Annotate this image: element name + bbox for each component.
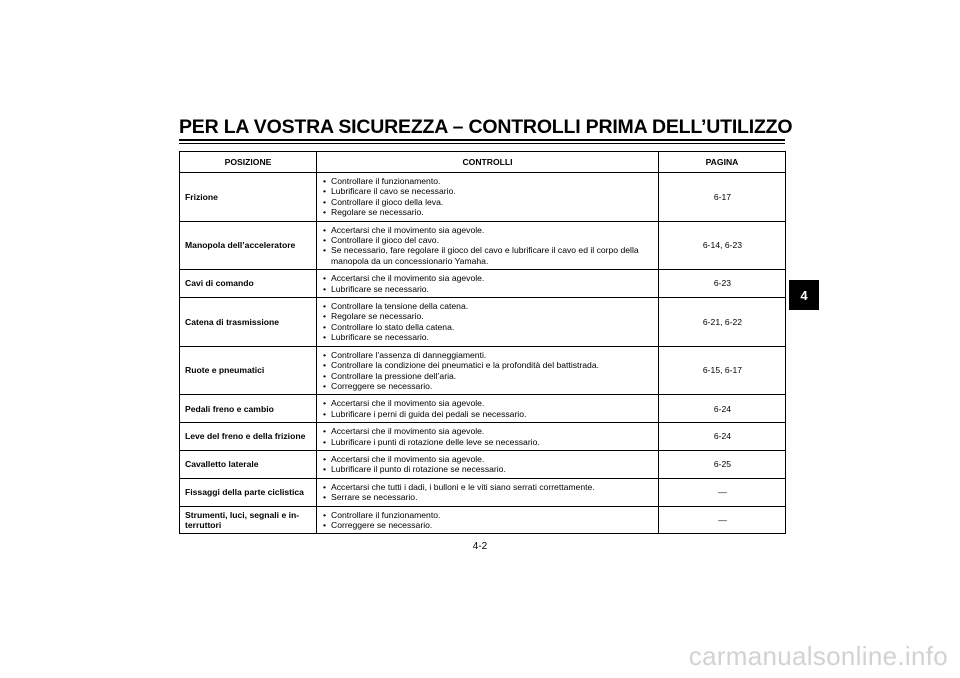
check-item: • Controllare lo stato della catena. (322, 322, 654, 332)
table-row (180, 221, 786, 270)
row-position: Manopola dell’acceleratore (180, 221, 317, 270)
checks-list (322, 301, 654, 343)
checks-list (322, 482, 654, 503)
row-checks (317, 506, 659, 534)
table-row (180, 478, 786, 506)
check-item: • Controllare il gioco del cavo. (322, 235, 654, 245)
row-position: Catena di trasmissione (180, 298, 317, 347)
check-item: • Correggere se necessario. (322, 520, 654, 530)
check-item: • Controllare l’assenza di danneggiamenti. (322, 350, 654, 360)
row-page: 6-24 (659, 395, 786, 423)
row-position: Pedali freno e cambio (180, 395, 317, 423)
check-item: • Correggere se necessario. (322, 381, 654, 391)
check-item: • Controllare la tensione della catena. (322, 301, 654, 311)
header-position: POSIZIONE (180, 152, 317, 173)
check-item: • Accertarsi che il movimento sia agevole. (322, 454, 654, 464)
table-row (180, 298, 786, 347)
row-position: Ruote e pneumatici (180, 346, 317, 395)
row-position: Frizione (180, 173, 317, 222)
check-item: • Lubrificare se necessario. (322, 332, 654, 342)
check-item: • Controllare il gioco della leva. (322, 197, 654, 207)
chapter-tab: 4 (789, 280, 819, 310)
row-checks (317, 423, 659, 451)
row-position: Leve del freno e della frizione (180, 423, 317, 451)
row-page: 6-15, 6-17 (659, 346, 786, 395)
table-row (180, 270, 786, 298)
checks-list (322, 454, 654, 475)
row-page: 6-21, 6-22 (659, 298, 786, 347)
check-item: • Accertarsi che il movimento sia agevole. (322, 398, 654, 408)
pre-operation-checklist-table (179, 151, 786, 534)
row-position: Fissaggi della parte ciclistica (180, 478, 317, 506)
row-checks (317, 478, 659, 506)
row-page: 6-14, 6-23 (659, 221, 786, 270)
row-checks (317, 395, 659, 423)
check-item: • Accertarsi che il movimento sia agevole. (322, 225, 654, 235)
page-number: 4-2 (472, 541, 488, 552)
row-position: Strumenti, luci, segnali e in-terruttori (180, 506, 317, 534)
checks-list (322, 176, 654, 218)
row-checks (317, 173, 659, 222)
check-item: • Se necessario, fare regolare il gioco del cavo e lubrificare il cavo ed il corpo della manopola da un concessionario Yamaha. (322, 245, 654, 266)
page-title: PER LA VOSTRA SICUREZZA – CONTROLLI PRIMA DELL’UTILIZZO (179, 116, 793, 138)
check-item: • Controllare la pressione dell’aria. (322, 371, 654, 381)
checks-list (322, 350, 654, 392)
check-item: • Regolare se necessario. (322, 311, 654, 321)
row-checks (317, 270, 659, 298)
table-row (180, 346, 786, 395)
table-row (180, 173, 786, 222)
check-item: • Regolare se necessario. (322, 207, 654, 217)
header-page: PAGINA (659, 152, 786, 173)
check-item: • Lubrificare i punti di rotazione delle leve se necessario. (322, 437, 654, 447)
row-page: 6-25 (659, 450, 786, 478)
table-row (180, 423, 786, 451)
row-page: 6-23 (659, 270, 786, 298)
row-page: 6-17 (659, 173, 786, 222)
row-page: — (659, 478, 786, 506)
title-rule-thick (179, 139, 785, 141)
checks-list (322, 426, 654, 447)
check-item: • Accertarsi che il movimento sia agevole. (322, 273, 654, 283)
check-item: • Serrare se necessario. (322, 492, 654, 502)
row-position: Cavi di comando (180, 270, 317, 298)
title-rule-thin (179, 143, 785, 144)
check-item: • Lubrificare se necessario. (322, 284, 654, 294)
checks-list (322, 273, 654, 294)
checks-list (322, 510, 654, 531)
check-item: • Lubrificare il punto di rotazione se necessario. (322, 464, 654, 474)
table-row (180, 450, 786, 478)
check-item: • Accertarsi che tutti i dadi, i bulloni e le viti siano serrati correttamente. (322, 482, 654, 492)
checks-list (322, 398, 654, 419)
check-item: • Controllare il funzionamento. (322, 176, 654, 186)
check-item: • Lubrificare il cavo se necessario. (322, 186, 654, 196)
header-checks: CONTROLLI (317, 152, 659, 173)
check-item: • Accertarsi che il movimento sia agevole. (322, 426, 654, 436)
row-position: Cavalletto laterale (180, 450, 317, 478)
row-page: — (659, 506, 786, 534)
row-checks (317, 298, 659, 347)
check-item: • Controllare la condizione dei pneumatici e la profondità del battistrada. (322, 360, 654, 370)
row-page: 6-24 (659, 423, 786, 451)
row-checks (317, 346, 659, 395)
check-item: • Lubrificare i perni di guida dei pedali se necessario. (322, 409, 654, 419)
table-row (180, 395, 786, 423)
row-checks (317, 450, 659, 478)
table-row (180, 506, 786, 534)
checks-list (322, 225, 654, 267)
row-checks (317, 221, 659, 270)
table-header-row (180, 152, 786, 173)
check-item: • Controllare il funzionamento. (322, 510, 654, 520)
watermark: carmanualsonline.info (688, 641, 948, 671)
